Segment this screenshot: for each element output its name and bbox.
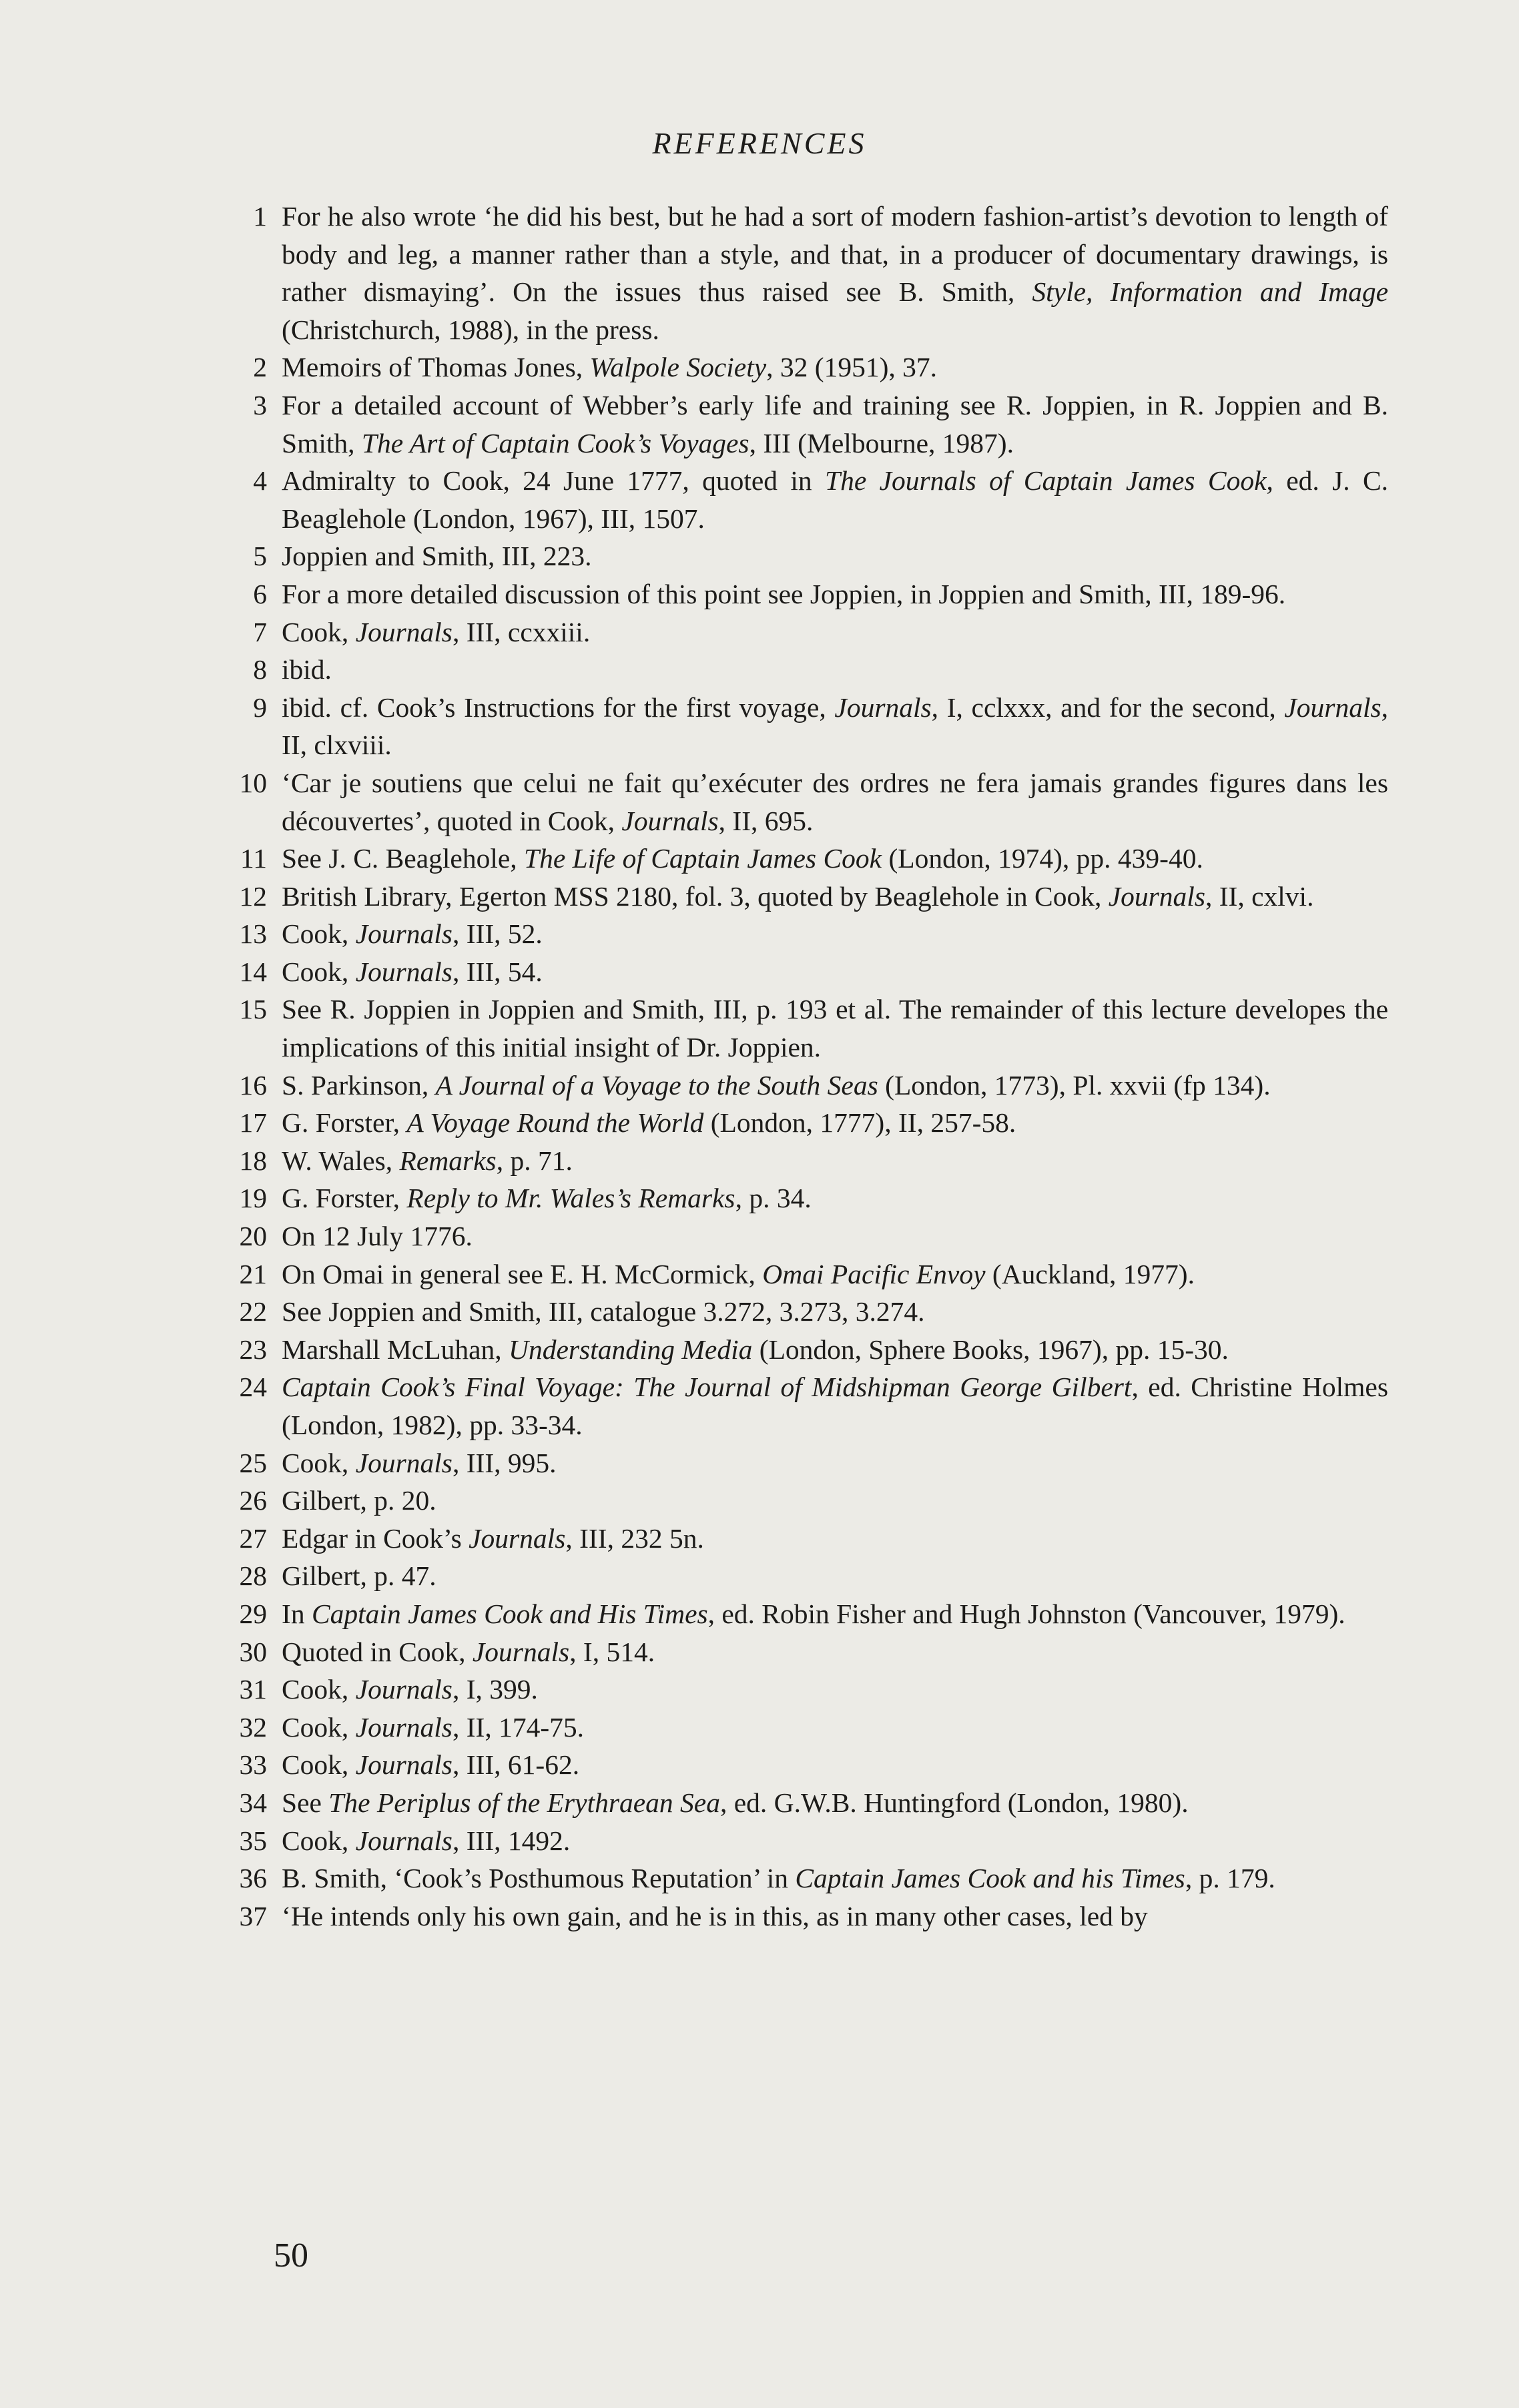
reference-item (240, 1331, 1388, 1369)
text-segment: , I, 399. (452, 1674, 538, 1705)
text-segment: , ed. J. C. Beaglehole (London, 1967), III, 1507. (282, 465, 1388, 534)
text-segment: S. Parkinson, (282, 1069, 436, 1101)
text-segment: Gilbert, p. 20. (282, 1485, 436, 1516)
italic-title: Journals (472, 1636, 570, 1667)
reference-item (240, 1633, 1388, 1671)
text-segment: , III, 52. (452, 918, 543, 950)
reference-item (240, 651, 1388, 689)
reference-item (240, 1746, 1388, 1784)
reference-text (282, 881, 1313, 912)
text-segment: Cook, (282, 1674, 356, 1705)
reference-text (282, 1259, 1195, 1289)
text-segment: ‘He intends only his own gain, and he is in this, as in many other cases, led by (282, 1900, 1148, 1931)
reference-item (240, 840, 1388, 878)
reference-list (240, 198, 1388, 1935)
text-segment: See (282, 1787, 329, 1818)
reference-number: 24 (239, 1372, 267, 1403)
reference-text (282, 654, 332, 685)
reference-text (282, 1523, 704, 1554)
italic-title: Journals (355, 1711, 452, 1743)
reference-number: 8 (253, 654, 267, 685)
italic-title: A Journal of a Voyage to the South Seas (435, 1069, 878, 1101)
reference-item (240, 1557, 1388, 1595)
reference-item (240, 878, 1388, 916)
reference-text (282, 1448, 557, 1478)
reference-text (282, 352, 937, 382)
reference-number: 31 (239, 1674, 267, 1705)
text-segment: (London, 1773), Pl. xxvii (fp 134). (878, 1069, 1271, 1101)
italic-title: Journals (834, 691, 932, 723)
text-segment: For he also wrote ‘he did his best, but he had a sort of modern fashion-artist’s devotion to length of body and leg, a manner rather than a style, and that, in a producer of documentary drawings, is rather dismaying’. On the issues thus raised see B. Smith, (282, 201, 1388, 308)
reference-text (282, 1296, 925, 1327)
reference-item (240, 1482, 1388, 1520)
reference-text (282, 1070, 1271, 1101)
reference-text (282, 994, 1388, 1063)
text-segment: G. Forster, (282, 1183, 407, 1214)
italic-title: Journals (621, 805, 719, 836)
text-segment: For a more detailed discussion of this point see Joppien, in Joppien and Smith, III, 189-96. (282, 578, 1286, 609)
reference-text (282, 843, 1203, 874)
text-segment: Memoirs of Thomas Jones, (282, 352, 590, 383)
reference-number: 26 (239, 1485, 267, 1516)
italic-title: The Journals of Captain James Cook (825, 465, 1267, 497)
reference-text (282, 1334, 1229, 1365)
reference-number: 14 (239, 956, 267, 987)
text-segment: (London, Sphere Books, 1967), pp. 15-30. (752, 1333, 1229, 1365)
text-segment: , ed. Christine Holmes (London, 1982), pp. 33-34. (282, 1372, 1388, 1440)
reference-number: 23 (239, 1333, 267, 1365)
reference-item (240, 990, 1388, 1066)
text-segment: Cook, (282, 1749, 356, 1781)
italic-title: Reply to Mr. Wales’s Remarks (406, 1183, 735, 1214)
text-segment: , II, 174-75. (452, 1711, 585, 1743)
reference-text (282, 1712, 584, 1743)
italic-title: Journals (1108, 880, 1205, 912)
italic-title: Journals (355, 1447, 452, 1478)
italic-title: Captain James Cook and his Times (795, 1863, 1185, 1894)
italic-title: Style, Information and Image (1032, 276, 1389, 308)
text-segment: , p. 34. (735, 1183, 812, 1214)
reference-item (240, 1822, 1388, 1860)
text-segment: , III (Melbourne, 1987). (749, 427, 1014, 459)
reference-item (240, 1255, 1388, 1293)
text-segment: , ed. G.W.B. Huntingford (London, 1980). (719, 1787, 1189, 1818)
text-segment: , III, 1492. (452, 1825, 571, 1856)
text-segment: G. Forster, (282, 1107, 407, 1139)
reference-number: 34 (239, 1787, 267, 1818)
reference-item (240, 1859, 1388, 1897)
text-segment: On Omai in general see E. H. McCormick, (282, 1258, 763, 1289)
italic-title: Omai Pacific Envoy (762, 1258, 986, 1289)
reference-item (240, 1067, 1388, 1105)
reference-text (282, 1485, 436, 1516)
italic-title: Journals (1284, 691, 1382, 723)
text-segment: Marshall McLuhan, (282, 1333, 509, 1365)
reference-number: 4 (253, 465, 267, 497)
text-segment: Cook, (282, 918, 356, 950)
italic-title: Captain Cook’s Final Voyage: The Journal of Midshipman George Gilbert (282, 1372, 1132, 1403)
italic-title: Captain James Cook and His Times (311, 1598, 708, 1629)
text-segment: ibid. cf. Cook’s Instructions for the first voyage, (282, 691, 835, 723)
reference-item (240, 462, 1388, 537)
text-segment: In (282, 1598, 312, 1629)
reference-item (240, 537, 1388, 575)
reference-text (282, 1107, 1016, 1138)
reference-text (282, 1183, 812, 1213)
reference-item (240, 1217, 1388, 1255)
reference-item (240, 953, 1388, 991)
text-segment: Cook, (282, 1447, 356, 1478)
text-segment: For a detailed account of Webber’s early life and training see R. Joppien, in R. Joppien and B. Smith, (282, 389, 1388, 459)
reference-item (240, 915, 1388, 953)
reference-text (282, 541, 592, 571)
text-segment: , I, cclxxx, and for the second, (931, 691, 1285, 723)
reference-number: 3 (253, 389, 267, 420)
reference-item (240, 575, 1388, 613)
reference-item (240, 1595, 1388, 1633)
text-segment: , II, 695. (718, 805, 814, 836)
text-segment: Cook, (282, 956, 356, 987)
text-segment: , 32 (1951), 37. (766, 352, 938, 383)
reference-item (240, 1444, 1388, 1482)
reference-text (282, 956, 543, 987)
italic-title: A Voyage Round the World (406, 1107, 704, 1139)
text-segment: See Joppien and Smith, III, catalogue 3.272, 3.273, 3.274. (282, 1296, 925, 1327)
text-segment: , II, clxviii. (282, 691, 1388, 761)
reference-number: 5 (253, 541, 267, 572)
text-segment: (London, 1777), II, 257-58. (703, 1107, 1016, 1139)
reference-text (282, 1901, 1148, 1931)
page-heading: REFERENCES (652, 126, 867, 160)
text-segment: Admiralty to Cook, 24 June 1777, quoted in (282, 465, 825, 497)
reference-number: 20 (239, 1221, 267, 1252)
page-number: 50 (274, 2236, 308, 2275)
text-segment: , I, 514. (569, 1636, 655, 1667)
reference-text (282, 1598, 1345, 1629)
reference-text (282, 579, 1285, 609)
text-segment: See R. Joppien in Joppien and Smith, III, p. 193 et al. The remainder of this lecture developes the implications of this initial insight of Dr. Joppien. (282, 994, 1388, 1063)
reference-text (282, 1749, 579, 1780)
reference-item (240, 386, 1388, 462)
text-segment: On 12 July 1776. (282, 1221, 473, 1252)
text-segment: Cook, (282, 1825, 356, 1856)
italic-title: Journals (355, 1749, 452, 1781)
text-segment: (Auckland, 1977). (985, 1258, 1195, 1289)
reference-text (282, 1636, 655, 1667)
reference-item (240, 1293, 1388, 1331)
reference-number: 6 (253, 578, 267, 609)
reference-number: 30 (239, 1636, 267, 1667)
text-segment: See J. C. Beaglehole, (282, 843, 525, 874)
reference-number: 15 (239, 994, 267, 1025)
italic-title: The Life of Captain James Cook (524, 843, 882, 874)
reference-number: 11 (240, 843, 267, 874)
reference-number: 9 (253, 691, 267, 723)
reference-text (282, 1825, 570, 1856)
reference-number: 36 (239, 1863, 267, 1894)
reference-text (282, 201, 1388, 345)
reference-number: 13 (239, 918, 267, 950)
reference-text (282, 918, 543, 949)
reference-item (240, 1671, 1388, 1709)
reference-number: 35 (239, 1825, 267, 1856)
italic-title: Understanding Media (508, 1333, 753, 1365)
reference-item (240, 1784, 1388, 1822)
reference-text (282, 1674, 538, 1705)
text-segment: , p. 71. (496, 1145, 573, 1176)
reference-text (282, 692, 1388, 761)
text-segment: Joppien and Smith, III, 223. (282, 541, 592, 572)
text-segment: Gilbert, p. 47. (282, 1560, 436, 1592)
italic-title: Journals (355, 1825, 452, 1856)
text-segment: (Christchurch, 1988), in the press. (282, 314, 659, 345)
text-segment: Edgar in Cook’s (282, 1522, 469, 1554)
reference-number: 21 (239, 1258, 267, 1289)
reference-item (240, 348, 1388, 386)
italic-title: The Art of Captain Cook’s Voyages (361, 427, 749, 459)
reference-item (240, 1104, 1388, 1142)
italic-title: The Periplus of the Erythraean Sea (328, 1787, 720, 1818)
text-segment: , p. 179. (1185, 1863, 1275, 1894)
reference-item (240, 1368, 1388, 1444)
reference-text (282, 1863, 1275, 1893)
reference-text (282, 1787, 1189, 1818)
text-segment: ibid. (282, 654, 332, 685)
text-segment: , III, 232 5n. (565, 1522, 704, 1554)
reference-text (282, 1372, 1388, 1440)
reference-item (240, 1709, 1388, 1747)
reference-number: 22 (239, 1296, 267, 1327)
reference-number: 37 (239, 1900, 267, 1931)
reference-number: 7 (253, 616, 267, 647)
text-segment: , III, 54. (452, 956, 543, 987)
reference-number: 27 (239, 1522, 267, 1554)
italic-title: Journals (469, 1522, 566, 1554)
reference-number: 32 (239, 1711, 267, 1743)
reference-text (282, 1221, 473, 1251)
reference-item (240, 198, 1388, 348)
reference-number: 33 (239, 1749, 267, 1781)
reference-number: 18 (239, 1145, 267, 1176)
reference-number: 10 (239, 767, 267, 798)
reference-text (282, 617, 590, 647)
text-segment: B. Smith, ‘Cook’s Posthumous Reputation’ in (282, 1863, 796, 1894)
italic-title: Journals (355, 1674, 452, 1705)
reference-number: 16 (239, 1069, 267, 1101)
text-segment: W. Wales, (282, 1145, 400, 1176)
text-segment: British Library, Egerton MSS 2180, fol. 3, quoted by Beaglehole in Cook, (282, 880, 1109, 912)
reference-text (282, 390, 1388, 459)
text-segment: ‘Car je soutiens que celui ne fait qu’exécuter des ordres ne fera jamais grandes figures dans les découvertes’, quoted in Cook, (282, 767, 1388, 836)
reference-text (282, 465, 1388, 534)
italic-title: Walpole Society (589, 352, 767, 383)
text-segment: , III, 995. (452, 1447, 557, 1478)
reference-number: 28 (239, 1560, 267, 1592)
reference-number: 29 (239, 1598, 267, 1629)
reference-item (240, 1520, 1388, 1558)
reference-number: 25 (239, 1447, 267, 1478)
reference-item (240, 1142, 1388, 1180)
text-segment: Cook, (282, 1711, 356, 1743)
reference-number: 12 (239, 880, 267, 912)
text-segment: , ed. Robin Fisher and Hugh Johnston (Vancouver, 1979). (707, 1598, 1345, 1629)
text-segment: (London, 1974), pp. 439-40. (882, 843, 1203, 874)
reference-item (240, 764, 1388, 840)
italic-title: Journals (355, 918, 452, 950)
text-segment: , II, cxlvi. (1205, 880, 1314, 912)
reference-text (282, 1145, 573, 1176)
reference-item (240, 1897, 1388, 1935)
italic-title: Remarks (399, 1145, 497, 1176)
reference-item (240, 613, 1388, 651)
reference-item (240, 689, 1388, 764)
reference-number: 19 (239, 1183, 267, 1214)
text-segment: Cook, (282, 616, 356, 647)
reference-text (282, 1560, 436, 1591)
reference-text (282, 768, 1388, 836)
reference-number: 2 (253, 352, 267, 383)
italic-title: Journals (355, 956, 452, 987)
reference-number: 1 (253, 201, 267, 232)
text-segment: , III, 61-62. (452, 1749, 580, 1781)
italic-title: Journals (355, 616, 452, 647)
text-segment: Quoted in Cook, (282, 1636, 473, 1667)
reference-number: 17 (239, 1107, 267, 1139)
text-segment: , III, ccxxiii. (452, 616, 591, 647)
reference-item (240, 1179, 1388, 1217)
